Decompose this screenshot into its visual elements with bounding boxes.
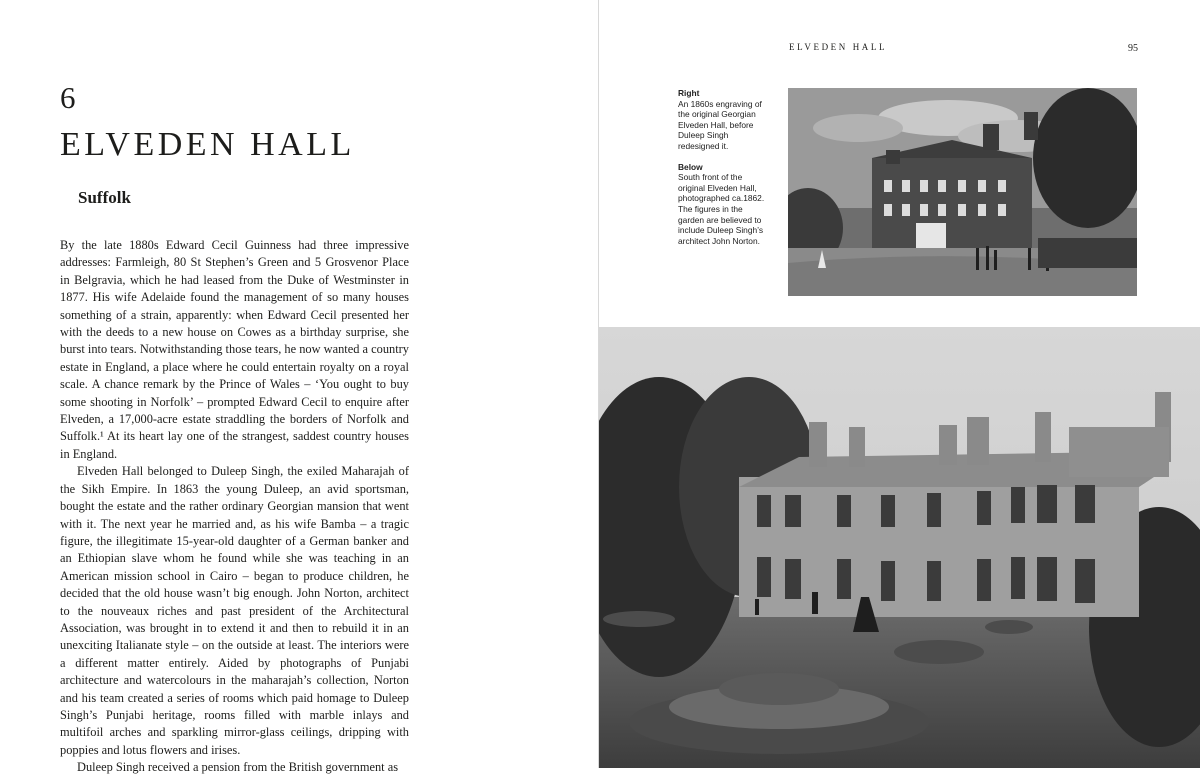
right-page xyxy=(599,0,1200,768)
body-paragraph: By the late 1880s Edward Cecil Guinness had three impressive addresses: Farmleigh, 80 St Stephen’s Green and 5 Grosvenor Place in Belgravia, which he had leased from the Duke of Westminster in 1877. His wife Adelaide found the management of so many houses something of a strain, apparently: when Edward Cecil presented her with the deeds to a new house on Cowes as a birthday surprise, she burst into tears. Notwithstanding those tears, he now wanted a country estate in England, a place where he could entertain royalty on a royal scale. A chance remark by the Prince of Wales – ‘You ought to buy some shooting in Norfolk’ – prompted Edward Cecil to enquire after Elveden, a 17,000-acre estate straddling the borders of Norfolk and Suffolk.¹ At its heart lay one of the strangest, saddest country houses in England. xyxy=(60,238,409,461)
engraving-image xyxy=(788,88,1137,296)
house-photograph xyxy=(599,327,1200,768)
page-number: 95 xyxy=(1128,43,1138,54)
caption-text: South front of the original Elveden Hall, photographed ca.1862. The figures in the garden are believed to include Duleep Singh’s architect John Norton. xyxy=(678,172,765,246)
chapter-title: ELVEDEN HALL xyxy=(60,126,355,163)
running-head: ELVEDEN HALL xyxy=(789,42,888,52)
body-paragraph-continued: Duleep Singh received a pension from the British government as xyxy=(77,760,399,775)
left-page xyxy=(0,0,598,775)
body-paragraph: Elveden Hall belonged to Duleep Singh, the exiled Maharajah of the Sikh Empire. In 1863 the young Duleep, an avid sportsman, bought the estate and the rather ordinary Georgian mansion that went with it. The next year he married and, as his wife Bamba – a tragic figure, the illegitimate 15-year-old daughter of a German banker and an Ethiopian slave whom he found while she was teaching in an American mission school in Cairo – began to produce children, he decided that the old house wasn’t big enough. John Norton, architect to the nouveaux riches and past president of the Architectural Association, was brought in to extend it and then to rebuild it in an unexciting Italianate style – on the outside at least. The interiors were a different matter entirely. Aided by photographs of Punjabi architecture and watercolours in the maharajah’s collection, Norton and his team created a series of rooms which paid homage to Duleep Singh’s Punjabi heritage, rooms filled with marble inlays and multifoil arches and sparkling mirror-glass ceilings, dripping with poppies and lotus flowers and irises. xyxy=(60,464,409,757)
image-captions xyxy=(678,88,768,256)
chapter-number: 6 xyxy=(60,80,77,115)
caption-text: An 1860s engraving of the original Georgian Elveden Hall, before Duleep Singh redesigned it. xyxy=(678,98,762,151)
chapter-subtitle: Suffolk xyxy=(78,188,131,207)
caption-heading: Right xyxy=(678,88,700,98)
caption-right xyxy=(678,88,768,152)
body-text xyxy=(60,237,409,777)
caption-below xyxy=(678,162,768,247)
caption-heading: Below xyxy=(678,161,703,172)
